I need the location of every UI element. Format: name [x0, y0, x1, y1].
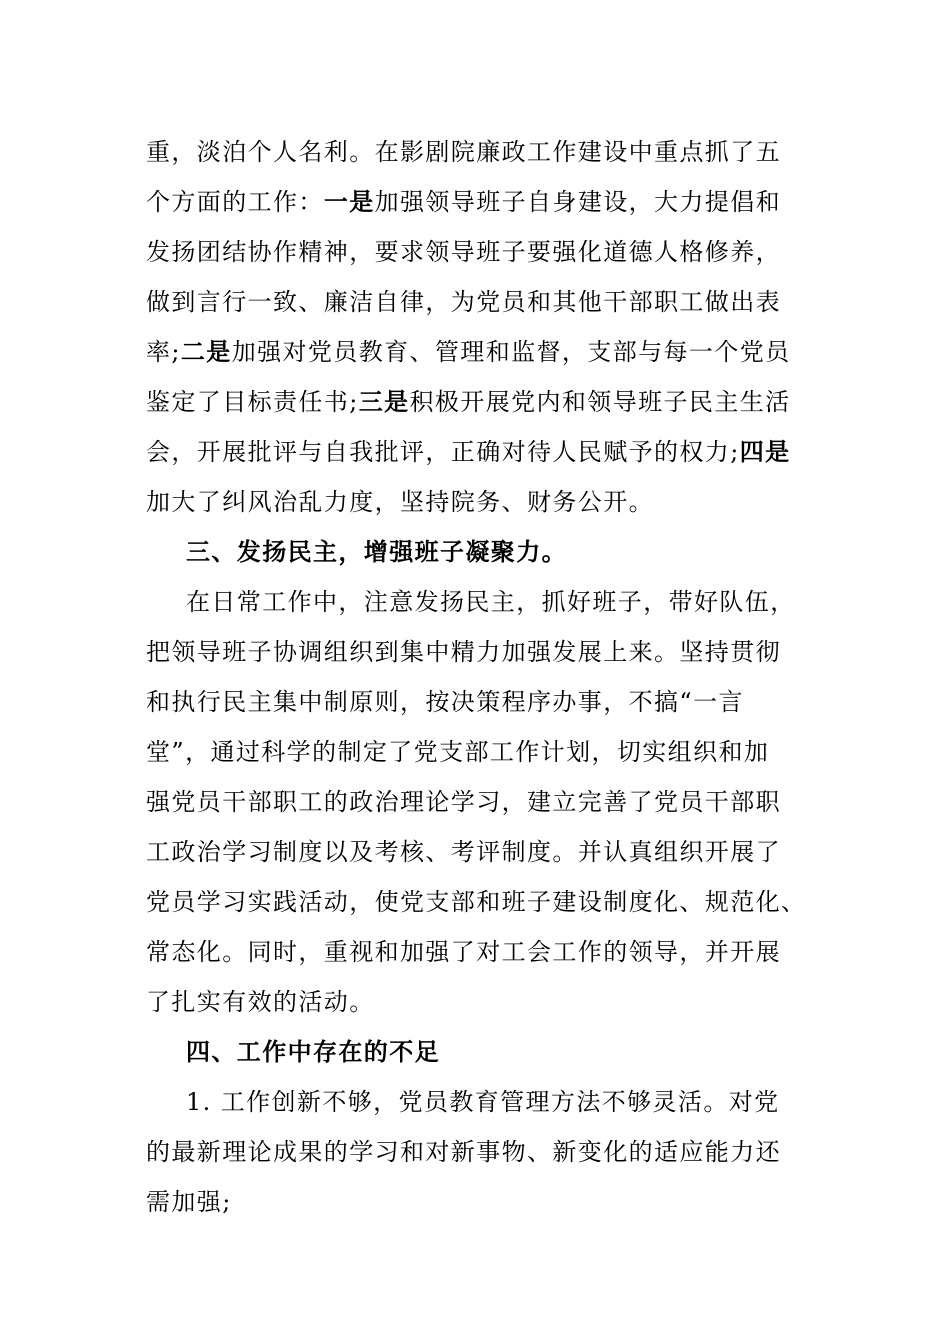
bold-marker: 四是 — [739, 437, 791, 466]
list-item-line: 1. 工作创新不够，党员教育管理方法不够灵活。对党 — [186, 1088, 780, 1116]
paragraph-line: 堂”，通过科学的制定了党支部工作计划，切实组织和加 — [146, 738, 770, 766]
bold-marker: 三是 — [358, 387, 410, 416]
paragraph-line: 的最新理论成果的学习和对新事物、新变化的适应能力还 — [146, 1138, 781, 1166]
paragraph-line: 在日常工作中，注意发扬民主，抓好班子，带好队伍， — [186, 588, 796, 616]
paragraph-line: 强党员干部职工的政治理论学习，建立完善了党员干部职 — [146, 788, 781, 816]
paragraph-line: 率;二是加强对党员教育、管理和监督，支部与每一个党员 — [146, 337, 791, 366]
section-heading-4: 四、工作中存在的不足 — [186, 1037, 440, 1066]
paragraph-line: 了扎实有效的活动。 — [146, 988, 375, 1016]
paragraph-line: 发扬团结协作精神，要求领导班子要强化道德人格修养， — [146, 238, 781, 266]
paragraph-line: 常态化。同时，重视和加强了对工会工作的领导，并开展 — [146, 938, 781, 966]
bold-marker: 一是 — [323, 187, 375, 216]
bold-marker: 二是 — [180, 337, 232, 366]
paragraph-line: 会，开展批评与自我批评，正确对待人民赋予的权力;四是 — [146, 437, 791, 466]
paragraph-line: 加大了纠风治乱力度，坚持院务、财务公开。 — [146, 488, 654, 516]
paragraph-line: 做到言行一致、廉洁自律，为党员和其他干部职工做出表 — [146, 288, 781, 316]
paragraph-line: 工政治学习制度以及考核、考评制度。并认真组织开展了 — [146, 838, 781, 866]
paragraph-line: 党员学习实践活动，使党支部和班子建设制度化、规范化、 — [146, 888, 807, 916]
section-heading-3: 三、发扬民主，增强班子凝聚力。 — [186, 537, 567, 566]
paragraph-line: 把领导班子协调组织到集中精力加强发展上来。坚持贯彻 — [146, 638, 781, 666]
paragraph-line: 和执行民主集中制原则，按决策程序办事，不搞“一言 — [146, 688, 744, 716]
paragraph-line: 个方面的工作：一是加强领导班子自身建设，大力提倡和 — [146, 187, 782, 216]
paragraph-line: 鉴定了目标责任书;三是积极开展党内和领导班子民主生活 — [146, 387, 791, 416]
paragraph-line: 需加强; — [146, 1188, 232, 1216]
paragraph-line: 重，淡泊个人名利。在影剧院廉政工作建设中重点抓了五 — [146, 138, 781, 166]
